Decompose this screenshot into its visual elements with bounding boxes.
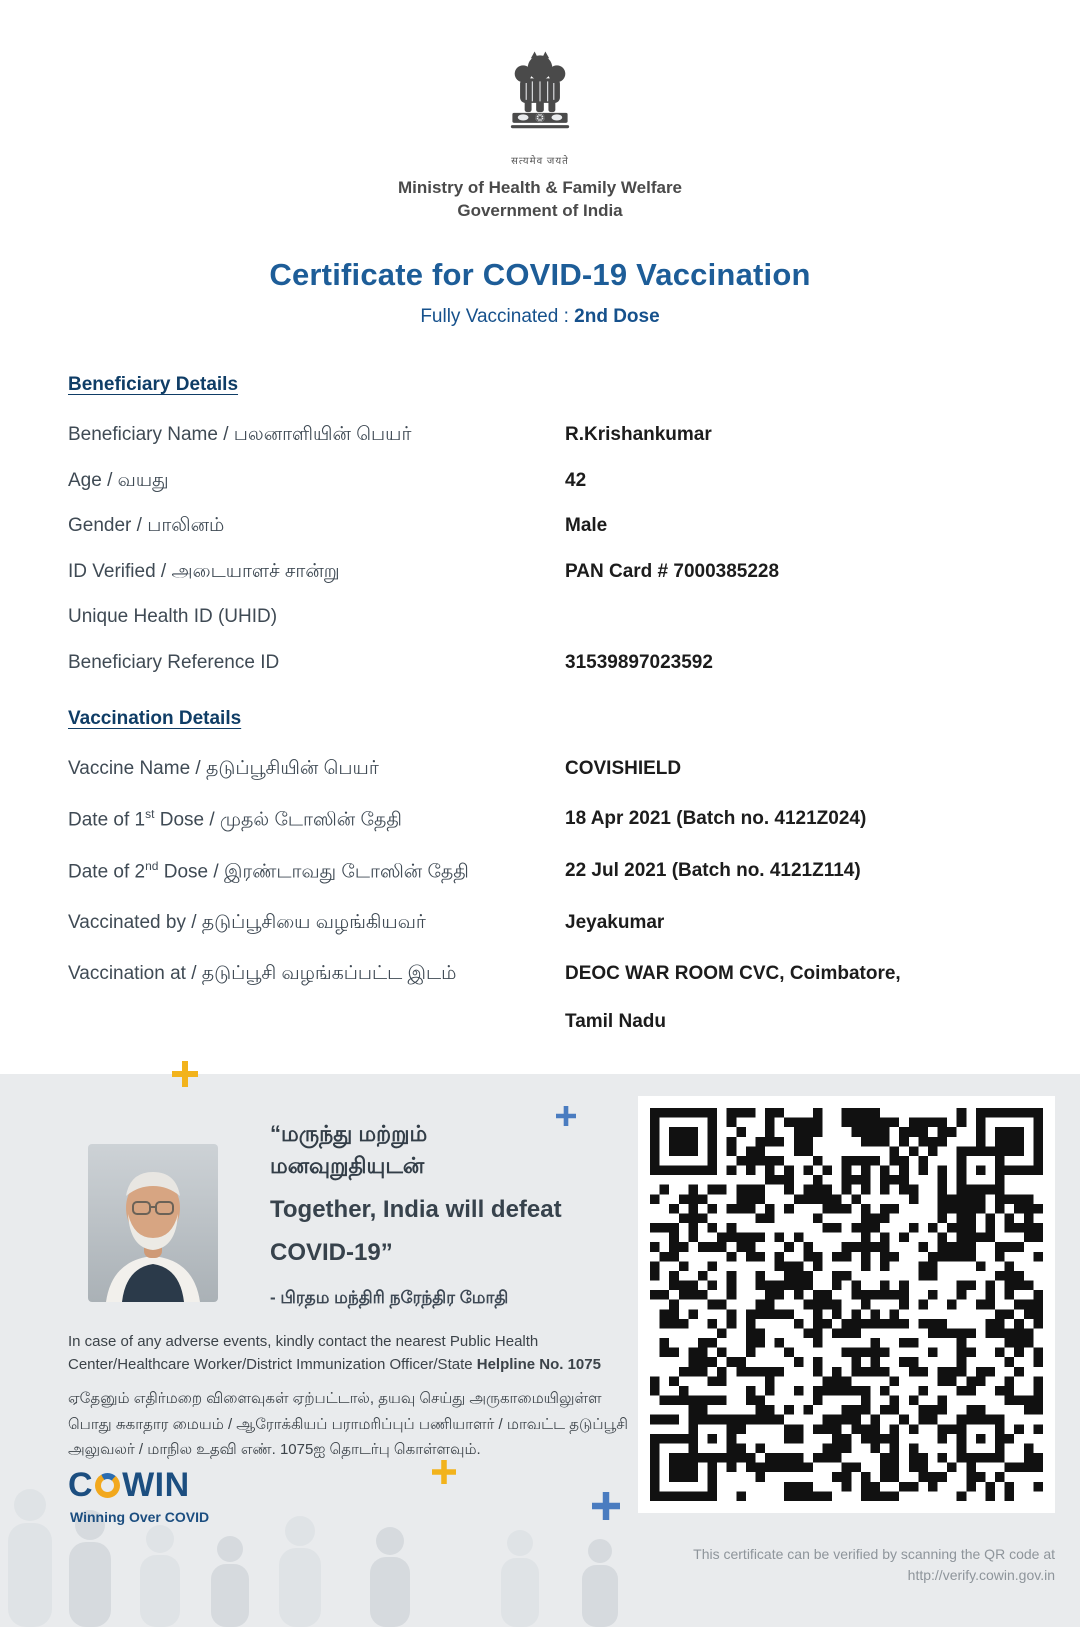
qr-caption xyxy=(635,1544,1055,1586)
vaccination-section-title: Vaccination Details xyxy=(68,707,242,729)
cowin-letters-win: WIN xyxy=(122,1466,190,1505)
id-verified-row xyxy=(68,559,1040,585)
qr-verify-url: http://verify.cowin.gov.in xyxy=(907,1567,1055,1584)
emblem-motto: सत्यमेव जयते xyxy=(511,156,569,167)
cowin-letter-c: C xyxy=(68,1466,94,1505)
field-value: PAN Card # 7000385228 xyxy=(565,560,780,582)
quote-tamil-line2: மனவுறுதியுடன் xyxy=(270,1153,425,1179)
pm-photo xyxy=(88,1144,218,1302)
field-value: COVISHIELD xyxy=(565,757,682,779)
certificate-subtitle xyxy=(0,306,1080,328)
quote-tamil-line1: “மருந்து மற்றும் xyxy=(270,1121,428,1147)
subtitle-dose: 2nd Dose xyxy=(574,305,660,327)
plus-icon-blue-bottom xyxy=(592,1492,620,1525)
beneficiary-name-row xyxy=(68,422,1040,448)
field-value: 22 Jul 2021 (Batch no. 4121Z114) xyxy=(565,860,861,882)
subtitle-prefix: Fully Vaccinated : xyxy=(420,305,575,327)
ministry-line2: Government of India xyxy=(457,200,623,220)
cowin-logo xyxy=(68,1466,209,1525)
dose2-date-row xyxy=(68,858,1040,885)
field-label: Vaccine Name / தடுப்பூசியின் பெயர் xyxy=(68,757,379,779)
india-national-emblem-icon xyxy=(494,46,586,146)
field-label: Date of 1st Dose / முதல் டோஸின் தேதி xyxy=(68,807,402,831)
cowin-tagline: Winning Over COVID xyxy=(70,1509,210,1526)
field-label: Date of 2nd Dose / இரண்டாவது டோஸின் தேதி xyxy=(68,859,469,883)
reference-id-row xyxy=(68,650,1040,676)
vaccine-name-row xyxy=(68,756,1040,782)
quote-attribution: - பிரதம மந்திரி நரேந்திர மோதி xyxy=(270,1288,509,1308)
ministry-heading xyxy=(0,177,1080,223)
field-label: ID Verified / அடையாளச் சான்று xyxy=(68,560,340,582)
dose1-date-row xyxy=(68,806,1040,833)
cowin-o-icon xyxy=(95,1473,120,1498)
field-label: Beneficiary Name / பலனாளியின் பெயர் xyxy=(68,423,412,445)
field-label: Beneficiary Reference ID xyxy=(68,652,280,674)
field-value: 18 Apr 2021 (Batch no. 4121Z024) xyxy=(565,808,867,830)
field-value: R.Krishankumar xyxy=(565,423,712,445)
footer-panel xyxy=(0,1074,1080,1627)
uhid-row xyxy=(68,604,1040,630)
field-value: DEOC WAR ROOM CVC, Coimbatore, Tamil Nadu xyxy=(565,962,901,1032)
field-label: Vaccination at / தடுப்பூசி வழங்கப்பட்ட இடம் xyxy=(68,962,457,984)
age-row xyxy=(68,468,1040,494)
ministry-line1: Ministry of Health & Family Welfare xyxy=(397,178,683,197)
gender-row xyxy=(68,513,1040,539)
qr-caption-line1: This certificate can be verified by scanning the QR code at xyxy=(693,1546,1055,1563)
field-label: Age / வயது xyxy=(68,469,169,491)
plus-icon-yellow-top xyxy=(172,1061,198,1092)
vaccination-at-row xyxy=(68,961,1040,1034)
header-emblem xyxy=(0,0,1080,167)
beneficiary-section xyxy=(0,374,1080,676)
field-label: Gender / பாலினம் xyxy=(68,515,225,537)
helpline-number: Helpline No. 1075 xyxy=(476,1356,601,1374)
field-value: 31539897023592 xyxy=(565,652,713,674)
certificate-title: Certificate for COVID-19 Vaccination xyxy=(269,256,811,292)
beneficiary-section-title: Beneficiary Details xyxy=(68,373,239,395)
plus-icon-yellow-bottom xyxy=(432,1460,456,1489)
adverse-notice-tamil: ஏதேனும் எதிர்மறை விளைவுகள் ஏற்பட்டால், தயவு செய்து அருகாமையிலுள்ள பொது சுகாதார மையம் / ஆரோக்கியப் பராமரிப்புப் பணியாளர் / மாவட்ட தடுப்பூசி அலுவலர் / மாநில உதவி எண். 1075ஐ தொடர்பு கொள்ளவும். xyxy=(68,1390,628,1459)
field-label: Unique Health ID (UHID) xyxy=(68,606,278,628)
field-value: Jeyakumar xyxy=(565,912,665,934)
vaccinated-by-row xyxy=(68,910,1040,936)
pm-quote xyxy=(270,1118,610,1310)
field-value: Male xyxy=(565,515,608,537)
field-value: 42 xyxy=(565,469,587,491)
field-label: Vaccinated by / தடுப்பூசியை வழங்கியவர் xyxy=(68,912,426,934)
quote-english: Together, India will defeat COVID-19” xyxy=(270,1196,562,1267)
adverse-notice-english: In case of any adverse events, kindly contact the nearest Public Health Center/Healthcare Worker/District Immunization Officer/State Helpline No. 1075 xyxy=(68,1333,601,1374)
vaccination-section xyxy=(0,708,1080,1035)
qr-code xyxy=(638,1096,1055,1513)
